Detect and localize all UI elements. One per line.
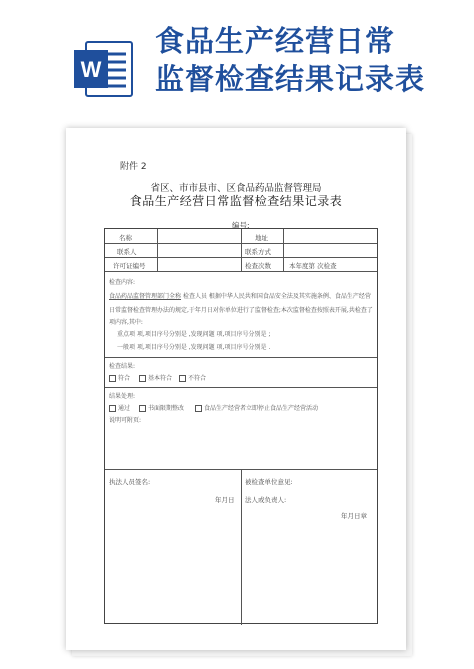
annex-label: 附件 2 <box>120 162 147 172</box>
table-rule <box>157 229 158 271</box>
result-option-basic[interactable] <box>139 373 172 382</box>
doc-title: 食品生产经营日常监督检查结果记录表 <box>129 194 343 208</box>
officer-signature-label: 执法人员签名: <box>109 478 151 486</box>
address-label: 地址 <box>255 234 268 242</box>
word-icon <box>72 38 134 100</box>
table-rule <box>105 357 377 358</box>
name-label: 名称 <box>119 234 132 242</box>
result-option-compliant[interactable] <box>109 373 130 382</box>
inspected-sign-label: 法人或负责人: <box>245 496 287 504</box>
checkbox-icon <box>195 405 202 412</box>
checkbox-icon <box>139 375 146 382</box>
svg-text:W: W <box>80 57 102 82</box>
content-line-1-rest: 检查人员 根据中华人民共和国食品安全法及其实施条例、食品生产经营 <box>182 293 371 300</box>
handling-option-pass[interactable] <box>109 403 130 412</box>
content-line-3: 项内容,其中: <box>109 319 143 326</box>
content-line-5: 一般项 项,项目序号分别是 ,发现问题 项,项目序号分别是 . <box>117 344 271 351</box>
result-heading: 检查结果: <box>109 363 136 370</box>
serial-label: 编号: <box>232 221 250 230</box>
banner-title-line1: 食品生产经营日常 <box>155 24 396 58</box>
table-rule <box>105 387 377 388</box>
officer-date: 年月日 <box>215 496 235 504</box>
option-label: 符合 <box>118 375 131 382</box>
handling-heading: 结果处理: <box>109 393 136 400</box>
doc-subtitle: 省区、市市县市、区食品药品监督管理局 <box>150 183 322 194</box>
checkbox-icon <box>109 375 116 382</box>
banner-title-line2: 监督检查结果记录表 <box>155 62 426 96</box>
option-label: 不符合 <box>188 375 207 382</box>
handling-option-stop[interactable] <box>195 403 318 412</box>
option-label: 食品生产经营者立即停止食品生产经营活动 <box>204 405 319 412</box>
handling-option-rectify[interactable] <box>139 403 184 412</box>
table-rule <box>241 469 242 625</box>
option-label: 通过 <box>118 405 131 412</box>
content-line-4: 重点项 项,项目序号分别是 ,发现问题 项,项目序号分别是 ; <box>117 331 271 338</box>
checkbox-icon <box>109 405 116 412</box>
inspection-count-label: 检查次数 <box>245 262 271 270</box>
contact-label: 联系人 <box>117 248 137 256</box>
inspected-date: 年月日章 <box>341 512 367 520</box>
checkbox-icon <box>139 405 146 412</box>
content-heading: 检查内容: <box>109 279 136 286</box>
content-line-1 <box>109 291 371 300</box>
table-rule <box>283 229 284 271</box>
notes-label: 说明可附页: <box>109 417 142 424</box>
record-table <box>104 228 378 624</box>
result-option-noncompliant[interactable] <box>179 373 206 382</box>
authority-name: 食品药品监督管理部门全称 <box>109 293 182 300</box>
table-rule <box>105 271 377 272</box>
inspection-count-value: 本年度第 次检查 <box>289 262 337 270</box>
inspected-opinion-label: 被检查单位意见: <box>245 478 293 486</box>
banner-title <box>155 22 425 98</box>
document-page <box>66 128 406 650</box>
option-label: 基本符合 <box>148 375 173 382</box>
content-line-2: 日常监督检查管理办法的规定,于年月日对你单位进行了监督检查;本次监督检查按照表开展,共检查了 <box>109 307 373 314</box>
checkbox-icon <box>179 375 186 382</box>
table-rule <box>241 229 242 271</box>
contact-method-label: 联系方式 <box>245 248 271 256</box>
option-label: 书面限期整改 <box>148 405 185 412</box>
license-label: 许可证编号 <box>113 262 146 270</box>
